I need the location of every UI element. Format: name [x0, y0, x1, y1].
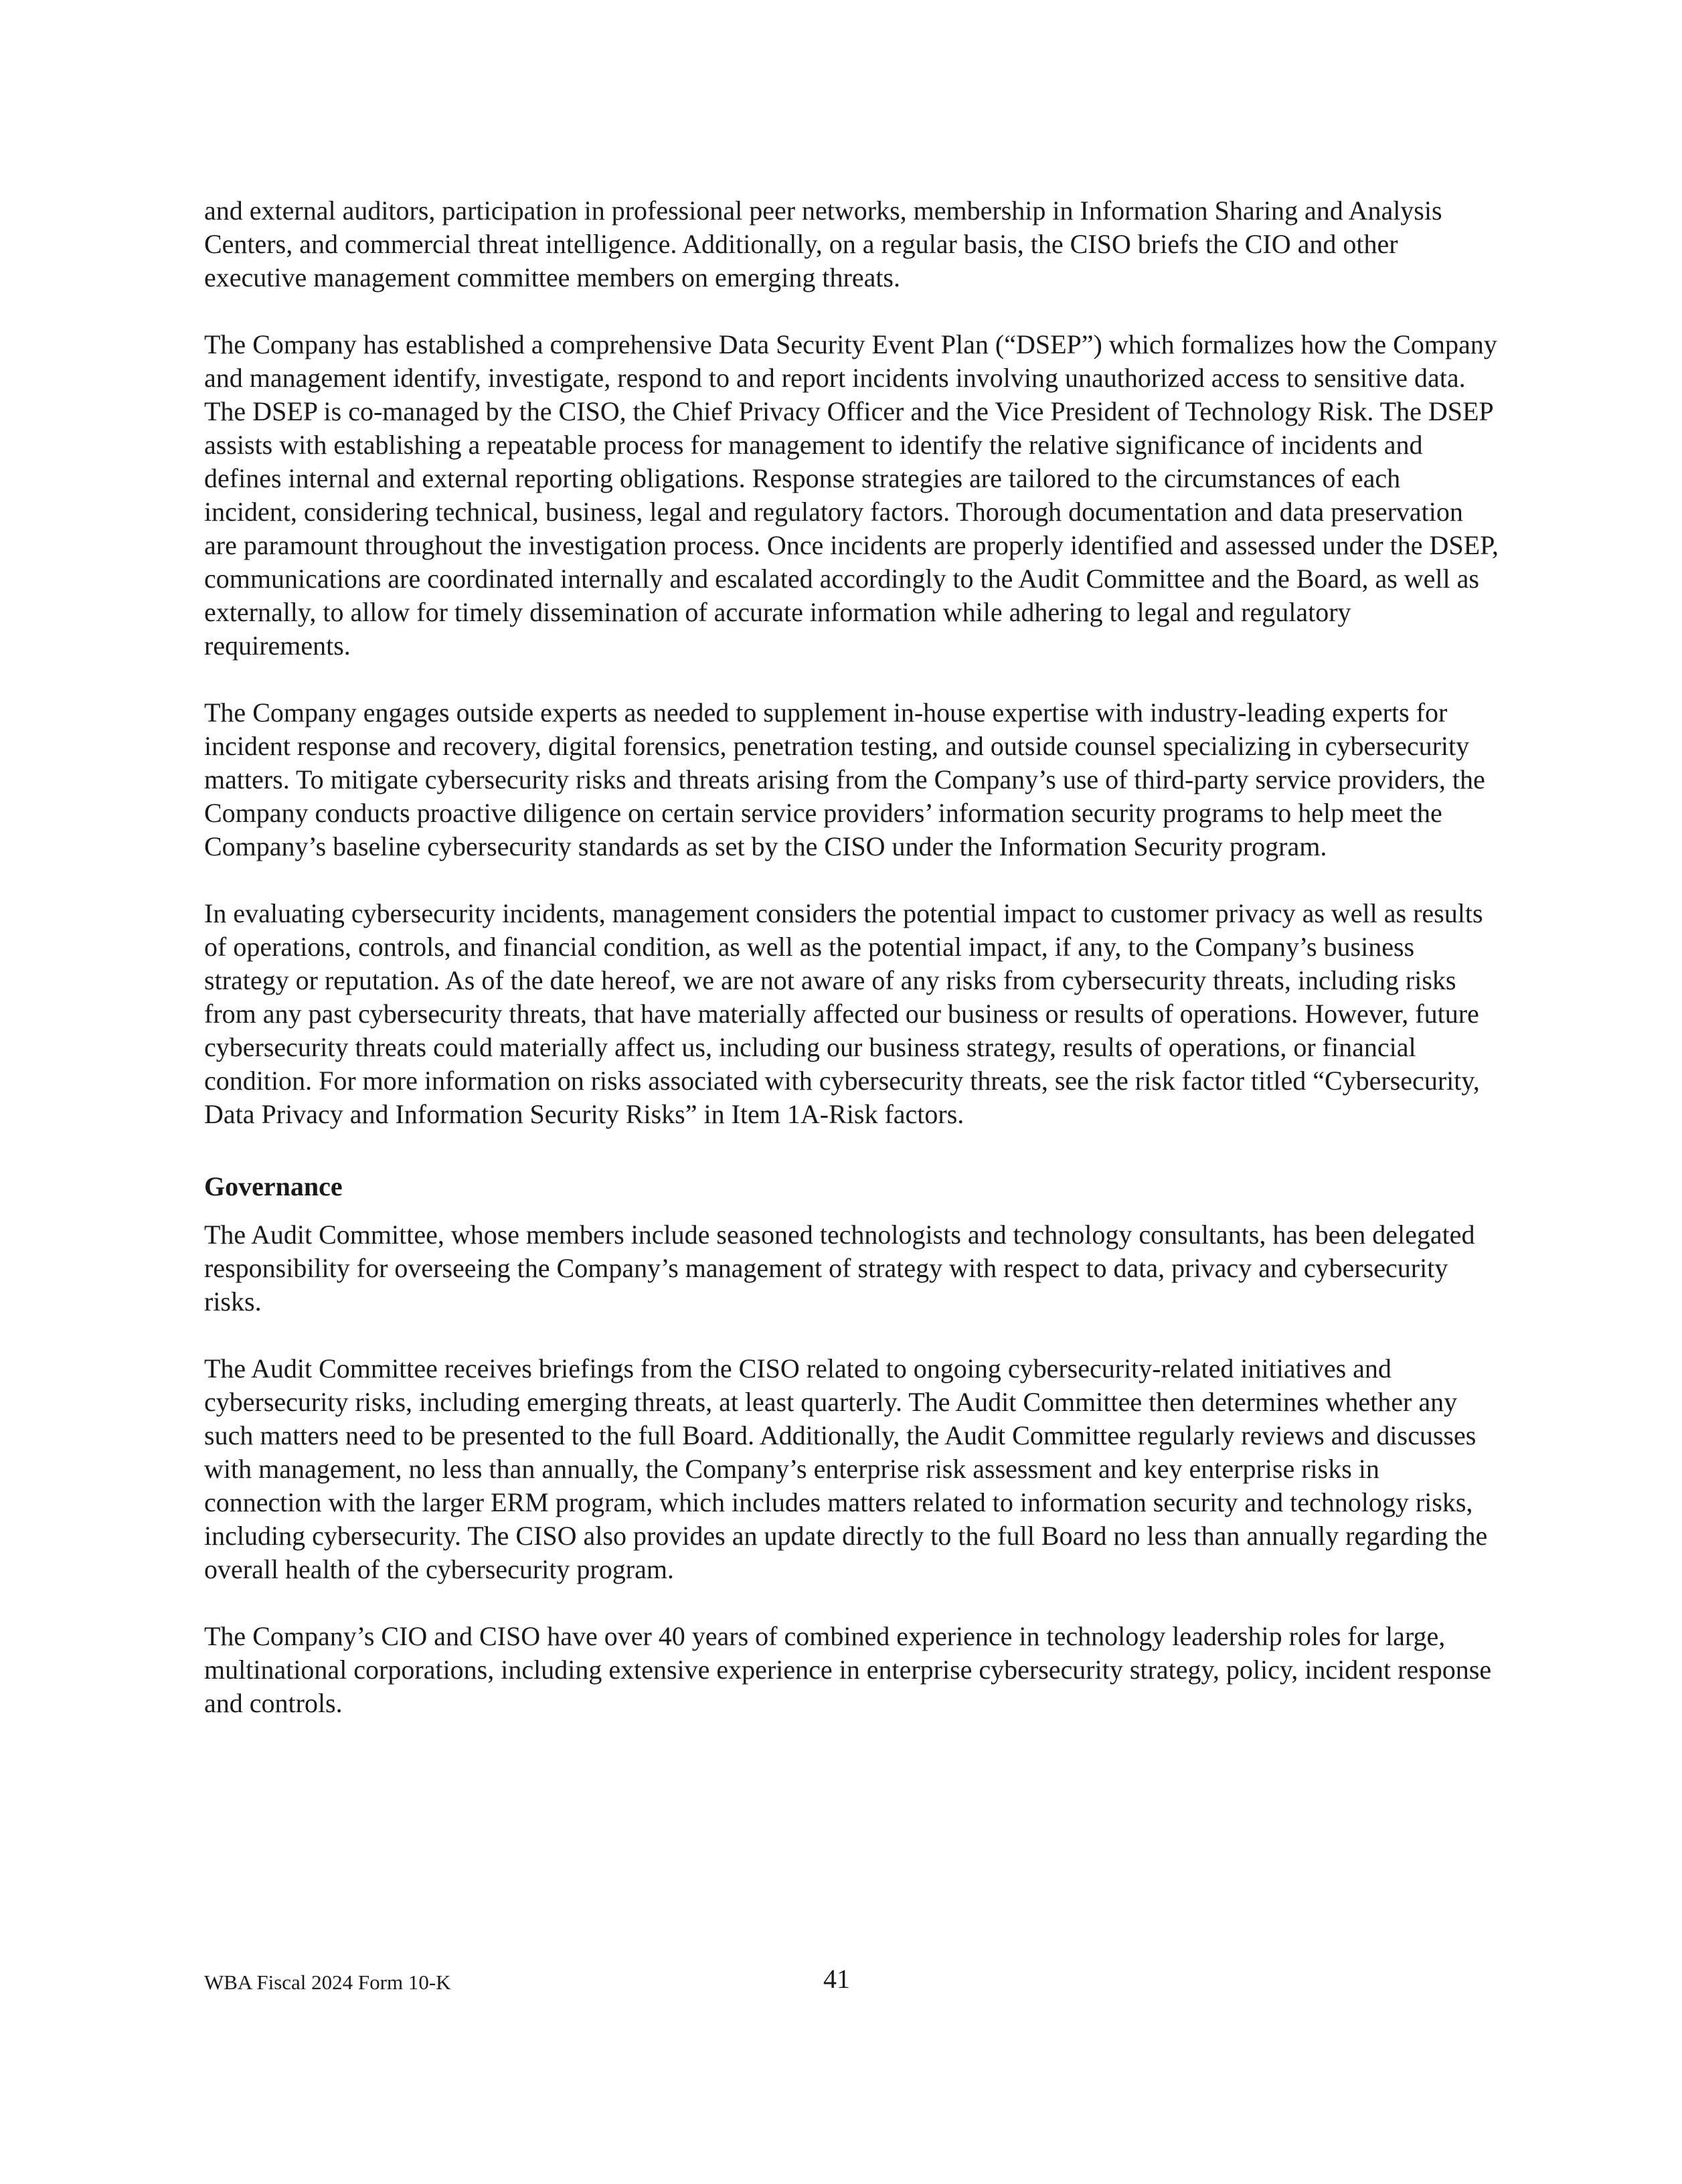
footer-document-title: WBA Fiscal 2024 Form 10-K	[204, 1970, 451, 1994]
paragraph-cio-ciso-experience: The Company’s CIO and CISO have over 40 years of combined experience in technology leadership roles for large, multinational corporations, including extensive experience in enterprise cybersecurity strategy, policy, incident response and controls.	[204, 1621, 1492, 1718]
page-body	[204, 194, 1499, 1720]
paragraph-threat-intelligence: and external auditors, participation in professional peer networks, membership in Information Sharing and Analysis Centers, and commercial threat intelligence. Additionally, on a regular basis, the CISO briefs the CIO and other executive management committee members on emerging threats.	[204, 195, 1442, 292]
footer-page-number: 41	[823, 1964, 850, 1994]
paragraph-briefings: The Audit Committee receives briefings from the CISO related to ongoing cybersecurity-related initiatives and cybersecurity risks, including emerging threats, at least quarterly. The Audit Committee then determines whether any such matters need to be presented to the full Board. Additionally, the Audit Committee regularly reviews and discusses with management, no less than annually, the Company’s enterprise risk assessment and key enterprise risks in connection with the larger ERM program, which includes matters related to information security and technology risks, including cybersecurity. The CISO also provides an update directly to the full Board no less than annually regarding the overall health of the cybersecurity program.	[204, 1353, 1488, 1584]
section-heading-governance: Governance	[204, 1171, 343, 1201]
paragraph-evaluating-incidents: In evaluating cybersecurity incidents, management considers the potential impact to customer privacy as well as results of operations, controls, and financial condition, as well as the potential impact, if any, to the Company’s business strategy or reputation. As of the date hereof, we are not aware of any risks from cybersecurity threats, including risks from any past cybersecurity threats, that have materially affected our business or results of operations. However, future cybersecurity threats could materially affect us, including our business strategy, results of operations, or financial condition. For more information on risks associated with cybersecurity threats, see the risk factor titled “Cybersecurity, Data Privacy and Information Security Risks” in Item 1A-Risk factors.	[204, 898, 1483, 1129]
paragraph-audit-committee: The Audit Committee, whose members include seasoned technologists and technology consultants, has been delegated responsibility for overseeing the Company’s management of strategy with respect to data, privacy and cybersecurity risks.	[204, 1220, 1475, 1317]
paragraph-outside-experts: The Company engages outside experts as needed to supplement in-house expertise with industry-leading experts for incident response and recovery, digital forensics, penetration testing, and outside counsel specializing in cybersecurity matters. To mitigate cybersecurity risks and threats arising from the Company’s use of third-party service providers, the Company conducts proactive diligence on certain service providers’ information security programs to help meet the Company’s baseline cybersecurity standards as set by the CISO under the Information Security program.	[204, 697, 1485, 861]
paragraph-dsep: The Company has established a comprehensive Data Security Event Plan (“DSEP”) which formalizes how the Company and management identify, investigate, respond to and report incidents involving unauthorized access to sensitive data. The DSEP is co-managed by the CISO, the Chief Privacy Officer and the Vice President of Technology Risk. The DSEP assists with establishing a repeatable process for management to identify the relative significance of incidents and defines internal and external reporting obligations. Response strategies are tailored to the circumstances of each incident, considering technical, business, legal and regulatory factors. Thorough documentation and data preservation are paramount throughout the investigation process. Once incidents are properly identified and assessed under the DSEP, communications are coordinated internally and escalated accordingly to the Audit Committee and the Board, as well as externally, to allow for timely dissemination of accurate information while adhering to legal and regulatory requirements.	[204, 329, 1499, 661]
